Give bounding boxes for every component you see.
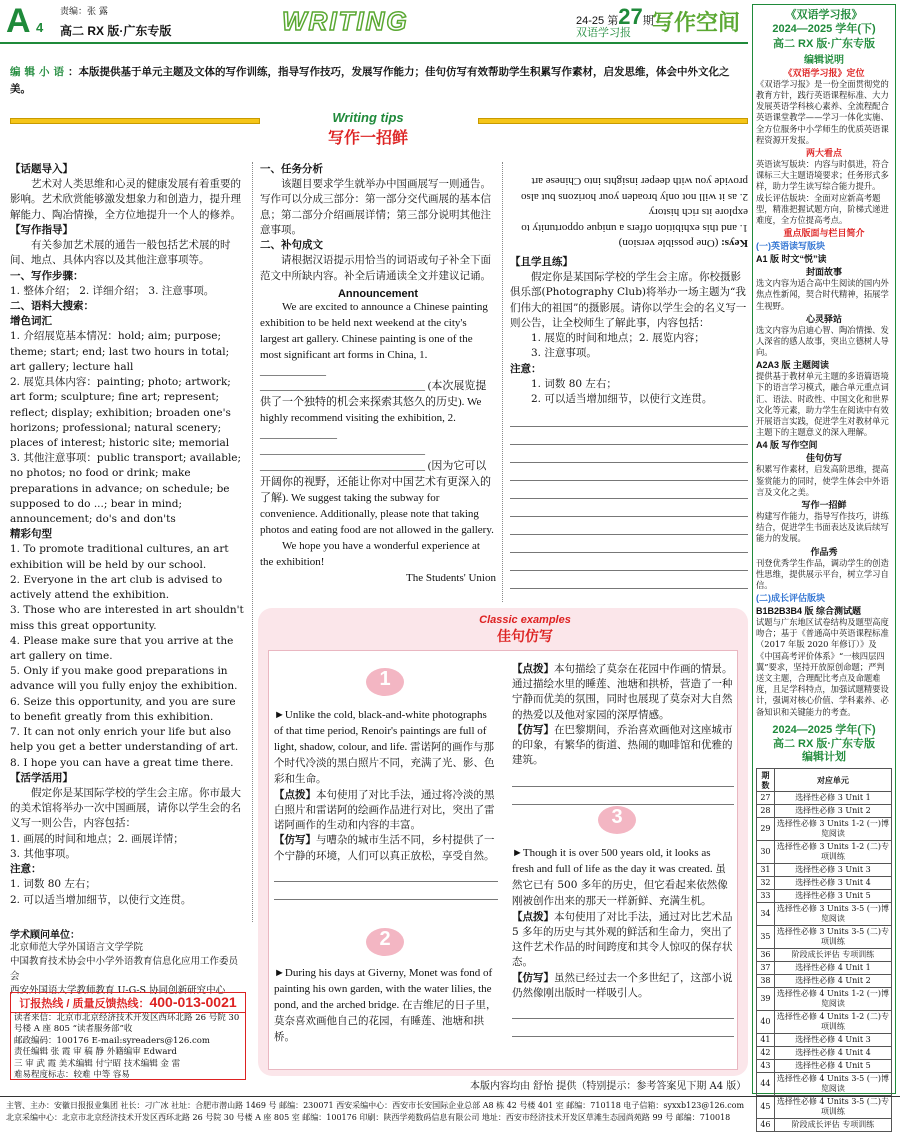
col1-line: 艺术对人类思维和心灵的健康发展有着重要的影响。艺术欣赏能够激发想象力和创造力，提升理解能力、陶冶情操，全方位地提升一个人的修养。	[10, 178, 241, 221]
column-topic-guide	[10, 162, 246, 908]
hotline-box: 订报热线 / 质量反馈热线：400-013-0021 读者来信：北京市北京经济技术开发区西环北路 26 号院 30 号楼 A 座 805 “读者服务部”收 邮政编码：100176 E-mail:syreaders@126.com 责任编辑 张 霞 审 稿 静 外籍编审 Edward 三 审 武 霞 美术编辑 付宁昭 技术编辑 金 雷 难易程度标志：较难 中等 容易	[10, 992, 246, 1080]
col1-line: 一、写作步骤：	[10, 269, 84, 282]
col1-line: 【话题导入】	[10, 163, 73, 175]
page-number: 4	[36, 20, 44, 35]
column-sample-essay: 一、任务分析 该题目要求学生就举办中国画展写一则通告。写作可以分成三部分：第一部分交代画展的基本信息；第二部分介绍画展详情；第三部分说明其他注意事项。 二、补句成文 请根据汉语提示用恰当的词语或句子补全下面范文中所缺内容。补全后请通读全文并建议记诵。 Announcement We are excited to announce a Chinese painting exhibition to be held next weekend at the city's largest art gallery. Chinese painting is one of the most significant art forms in China, 1. ____________ ______________________________ (本次展览提供了一个独特的机会来探索其悠久的历史). We highly recommend visiting the exhibition, 2. ______________ ______________________________ ______________________________ (因为它可以开阔你的视野，还能让你对中国艺术有更深入的了解). We suggest taking the subway for convenience. Additionally, please note that taking photos and eating food are not allowed in the gallery. We hope you have a wonderful experience at the exhibition! The Students' Union	[260, 163, 496, 584]
table-row: 39 选择性必修 4 Units 1-2 (一)博览阅读	[757, 988, 892, 1011]
col1-line: 3. 其他注意事项：public transport; available; no photos; no food or drink; make preparations in advance; on schedule; be supposed to do ...; bear in mind; announcement; do's and don'ts	[10, 452, 242, 526]
academic-advisors: 学术顾问单位： 北京师范大学外国语言文学学院 中国教育技术协会中小学外语教育信息化应用工作委员会 西安外国语大学教师教育 U-G-S 协同创新研究中心	[10, 930, 239, 996]
col1-line: 4. Please make sure that you arrive at the art gallery on time.	[10, 634, 234, 662]
col1-line: 精彩句型	[10, 528, 52, 541]
paper-name: 双语学习报	[576, 27, 631, 39]
editors: 责编：张 露	[60, 7, 108, 17]
page-header	[0, 0, 748, 44]
col1-line: 1. To promote traditional cultures, an art exhibition will be held by our school.	[10, 543, 229, 571]
column-practice: 【且学且练】 假定你是某国际学校的学生会主席。你校摄影俱乐部(Photography Club)将举办一场主题为“我们伟大的祖国”的摄影展。请你以学生会的名义写一则公告，让全校师生了解此事，内容包括： 1. 展览的时间和地点；2. 展览内容； 3. 注意事项。 注意： 1. 词数 80 左右； 2. 可以适当增加细节，以使行文连贯。	[510, 255, 748, 589]
pencil-decoration-right	[478, 118, 748, 124]
table-row: 33 选择性必修 3 Unit 5	[757, 890, 892, 903]
zone-title: 写作空间	[652, 10, 741, 35]
example-number: 3	[598, 806, 636, 834]
table-row: 42 选择性必修 4 Unit 4	[757, 1047, 892, 1060]
table-row: 36 阶段成长评估 专项训练	[757, 949, 892, 962]
col1-line: 7. It can not only enrich your life but also help you get a better understanding of art.	[10, 726, 239, 754]
classic-examples-title: Classic examples 佳句仿写	[479, 614, 571, 644]
col1-line: 8. I hope you can have a great time there.	[10, 756, 234, 769]
example-3: ►Though it is over 500 years old, it looks as fresh and full of life as the day it was created. 虽然它已有 500 多年的历史，但它看起来依然像刚被创作出来的那天一样新鲜、充满生机。 【点拨】本句使用了对比手法，通过对比艺术品 5 多年的历史与其外观的鲜活和生命力，突出了这件艺术作品的时间跨度和其令人惊叹的保存状态。 【仿写】虽然已经过去一个多世纪了，这部小说仍然像刚出版时一样吸引人。	[512, 846, 734, 1037]
example-2-start: ►During his days at Giverny, Monet was fond of painting his own garden, with the water lilies, the pond, and the arched bridge. 在吉维尼的日子里，莫奈喜欢画他自己的花园，有睡莲、池塘和拱桥。	[274, 967, 497, 1043]
sidebar-editorial: 《双语学习报》 2024—2025 学年(下) 高二 RX 版·广东专版 编辑说明 《双语学习报》定位 《双语学习报》是一份全面贯彻党的教育方针，践行英语课程标准、大力发展英语学科核心素养、全流程配合英语课堂教学——学习一体化实施、全方位服务中小学师生的优质英语课程资源开发报。 两大看点 英语读写版块：内容与时俱进，符合课标三大主题语境要求；任务形式多样，助力学生读写综合能力提升。 成长评估版块：全面对应新高考题型，精准把握试题方向，阶梯式递进难度，全方位提高考点。 重点版面与栏目简介 (一)英语读写版块 A1 版 时文“悦”读 封面故事 选文内容为适合高中生阅读的国内外焦点性新闻，契合时代精神，拓展学生视野。 心灵驿站 选文内容为启迪心智、陶冶情操、发人深省的感人故事，突出立德树人导向。 A2A3 版 主题阅读 提供基于教材单元主题的多语篇语境下的语言学习模式，融合单元重点词汇、语法、时政性、中国文化和世界文化等元素，助力学生在阅读中有效开展语言实践，促进学生对教材单元主题下的主题意义的深入理解。 A4 版 写作空间 佳句仿写 积累写作素材，启发高阶思维，提高鉴赏能力的同时，使学生体会中外语言及文化之美。 写作一招鲜 构建写作能力，指导写作技巧，讲练结合，促进学生书面表达及读后续写能力的发展。 作品秀 刊登优秀学生作品，调动学生的创造性思维，提供展示平台，树立学习自信。 (二)成长评估版块 B1B2B3B4 版 综合测试题 试题与广东地区试卷结构及题型高度吻合；基于《普通高中英语课程标准（2017 年版 2020 年修订）》及《中国高考评价体系》“一核四层四翼”要求，坚持开放原创命题；严判送文主题，合理配比考点及命题难度，且足学科特点，加强试题精要设计，强调对核心价值、学科素养、必备知识和关键能力的考查。 2024—2025 学年(下) 高二 RX 版·广东专版 编辑计划 期数 对应单元 27 选择性必修 3 Unit 1 28 选择性必修 3 Unit 2 29 选择性必修 3 Units 1-2 (一)博览阅读 30 选择性必修 3 Units 1-2 (二)专项训练 31 选择性必修 3 Unit 3 32 选择性必修 3 Unit 4 33 选择性必修 3 Unit 5 34 选择性必修 3 Units 3-5 (一)博览阅读 35 选择性必修 3 Units 3-5 (二)专项训练 36 阶段成长评估 专项训练 37 选择性必修 4 Unit 1 38 选择性必修 4 Unit 2 39 选择性必修 4 Units 1-2 (一)博览阅读 40 选择性必修 4 Units 1-2 (二)专项训练 41 选择性必修 4 Unit 3 42 选择性必修 4 Unit 4 43 选择性必修 4 Unit 5 44 选择性必修 4 Units 3-5 (一)博览阅读 45 选择性必修 4 Units 3-5 (二)专项训练 46 阶段成长评估 专项训练	[752, 4, 896, 1094]
col1-line: 6. Seize this opportunity, and you are sure to benefit greatly from this exhibition.	[10, 695, 236, 723]
table-row: 27 选择性必修 3 Unit 1	[757, 792, 892, 805]
content-credit: 本版内容均由 舒怡 提供（特别提示：参考答案见下期 A4 版）	[470, 1081, 747, 1092]
col1-line: 有关参加艺术展的通告一般包括艺术展的时间、地点、具体内容以及其他注意事项等。	[10, 239, 231, 267]
pencil-decoration-left	[10, 118, 260, 124]
col1-line: 3. Those who are interested in art shouldn't miss this great opportunity.	[10, 604, 244, 632]
table-row: 32 选择性必修 3 Unit 4	[757, 877, 892, 890]
edition: 高二 RX 版·广东专版	[60, 24, 172, 38]
col1-line: 5. Only if you make good preparations in advance will you fully enjoy the exhibition.	[10, 665, 238, 693]
col1-line: 二、语料大搜索：	[10, 299, 94, 312]
col1-line: 假定你是某国际学校的学生会主席。你市最大的美术馆将举办一次中国画展，请你以学生会的名义写一则公告，内容包括：	[10, 786, 241, 830]
table-row: 35 选择性必修 3 Units 3-5 (二)专项训练	[757, 926, 892, 949]
table-row: 34 选择性必修 3 Units 3-5 (一)博览阅读	[757, 903, 892, 926]
col1-line: 1. 画展的时间和地点；2. 画展详情；	[10, 832, 184, 845]
col1-line: 3. 其他事项。	[10, 847, 76, 860]
col1-line: 【写作指导】	[10, 223, 73, 236]
example-2-notes: 【点拨】本句描绘了莫奈在花园中作画的情景。通过描绘水里的睡莲、池塘和拱桥，营造了一种宁静而优美的氛围，同时也展现了莫奈对大自然的热爱以及他对家园的深厚情感。 【仿写】在巴黎期间，乔治喜欢画他对这座城市的印象，有繁华的街道、热闹的咖啡馆和优雅的建筑。	[512, 662, 734, 805]
table-row: 31 选择性必修 3 Unit 3	[757, 864, 892, 877]
table-row: 29 选择性必修 3 Units 1-2 (一)博览阅读	[757, 818, 892, 841]
table-row: 46 阶段成长评估 专项训练	[757, 1119, 892, 1132]
table-row: 44 选择性必修 4 Units 3-5 (一)博览阅读	[757, 1073, 892, 1096]
col1-line: 2. 展览具体内容：painting; photo; artwork; art form; sculpture; fine art; represent; reflect; display; exhibition; broaden one's horizons; professional; natural scenery; places of interest; historic site; memorial	[10, 376, 231, 449]
announcement-title: Announcement	[337, 287, 419, 300]
example-1: ►Unlike the cold, black-and-white photographs of that time period, Renoir's paintings are full of light, shadow, colour, and life. 雷诺阿的画作与那个时代冷淡的黑白照片不同，充满了光、影、色彩和生命。 【点拨】本句使用了对比手法，通过将冷淡的黑白照片和雷诺阿的绘画作品进行对比，突出了雷诺阿画作的生动和内容的丰富。 【仿写】与嘈杂的城市生活不同，乡村提供了一个宁静的环境，人们可以真正放松，享受自然。	[274, 708, 498, 900]
col1-line: 2. 可以适当增加细节，以使行文连贯。	[10, 893, 192, 906]
col1-line: 1. 介绍展览基本情况：hold; aim; purpose; theme; start; end; last two hours in total; art gallery; lecture hall	[10, 330, 230, 373]
writing-lines[interactable]	[510, 411, 748, 589]
col1-line: 1. 词数 80 左右；	[10, 878, 96, 891]
table-row: 41 选择性必修 4 Unit 3	[757, 1034, 892, 1047]
example-number: 1	[366, 668, 404, 696]
answer-keys-upside-down: Keys: (One possible version) 1. and this exhibition offers a unique opportunity to explore its rich history 2. as it will not only broaden your horizons but also provide you with deeper insights into Chinese art	[521, 175, 748, 249]
example-number: 2	[366, 928, 404, 956]
table-row: 40 选择性必修 4 Units 1-2 (二)专项训练	[757, 1011, 892, 1034]
col1-line: 注意：	[10, 863, 42, 876]
col1-line: 2. Everyone in the art club is advised to actively attend the exhibition.	[10, 573, 223, 602]
col1-line: 【活学活用】	[10, 771, 73, 784]
page-letter: A	[6, 2, 31, 40]
col1-line: 1. 整体介绍； 2. 详细介绍； 3. 注意事项。	[10, 284, 215, 297]
table-row: 28 选择性必修 3 Unit 2	[757, 805, 892, 818]
column-divider	[502, 162, 503, 602]
issue: 24-25 第27期	[576, 4, 654, 29]
editor-note: 编辑小语：本版提供基于单元主题及文体的写作训练，指导写作技巧，发展写作能力；佳句仿写有效帮助学生积累写作素材，启发思维，体会中外文化之美。	[10, 66, 730, 95]
table-row: 30 选择性必修 3 Units 1-2 (二)专项训练	[757, 841, 892, 864]
edition-plan-table: 期数 对应单元 27 选择性必修 3 Unit 1 28 选择性必修 3 Unit 2 29 选择性必修 3 Units 1-2 (一)博览阅读 30 选择性必修 3 Units 1-2 (二)专项训练 31 选择性必修 3 Unit 3 32 选择性必修 3 Unit 4 33 选择性必修 3 Unit 5 34 选择性必修 3 Units 3-5 (一)博览阅读 35 选择性必修 3 Units 3-5 (二)专项训练 36 阶段成长评估 专项训练 37 选择性必修 4 Unit 1 38 选择性必修 4 Unit 2 39 选择性必修 4 Units 1-2 (一)博览阅读 40 选择性必修 4 Units 1-2 (二)专项训练 41 选择性必修 4 Unit 3 42 选择性必修 4 Unit 4 43 选择性必修 4 Unit 5 44 选择性必修 4 Units 3-5 (一)博览阅读 45 选择性必修 4 Units 3-5 (二)专项训练 46 阶段成长评估 专项训练	[756, 768, 892, 1132]
column-divider	[252, 162, 253, 922]
table-row: 37 选择性必修 4 Unit 1	[757, 962, 892, 975]
writing-tips-banner: Writing tips 写作一招鲜	[327, 110, 408, 147]
table-row: 45 选择性必修 4 Units 3-5 (二)专项训练	[757, 1096, 892, 1119]
page-footer: 主管、主办：安徽日报报业集团 社长：刁广冰 社址：合肥市潜山路 1469 号 邮编：230071 西安采编中心：西安市长安国际企业总部 A8 栋 42 号楼 401 室 邮编：710118 电子信箱：syxxb123@126.com 北京采编中心：北京市北京经济技术开发区西环北路 26 号院 30 号楼 A 座 805 室 邮编：100176 印刷：陕西学苑数码信息有限公司 地址：西安市经济技术开发区草滩生态园尚苑路 99 号 邮编：710018	[0, 1096, 900, 1124]
section-title: WRITING	[282, 6, 409, 36]
table-row: 38 选择性必修 4 Unit 2	[757, 975, 892, 988]
table-row: 43 选择性必修 4 Unit 5	[757, 1060, 892, 1073]
col1-line: 增色词汇	[10, 315, 52, 328]
